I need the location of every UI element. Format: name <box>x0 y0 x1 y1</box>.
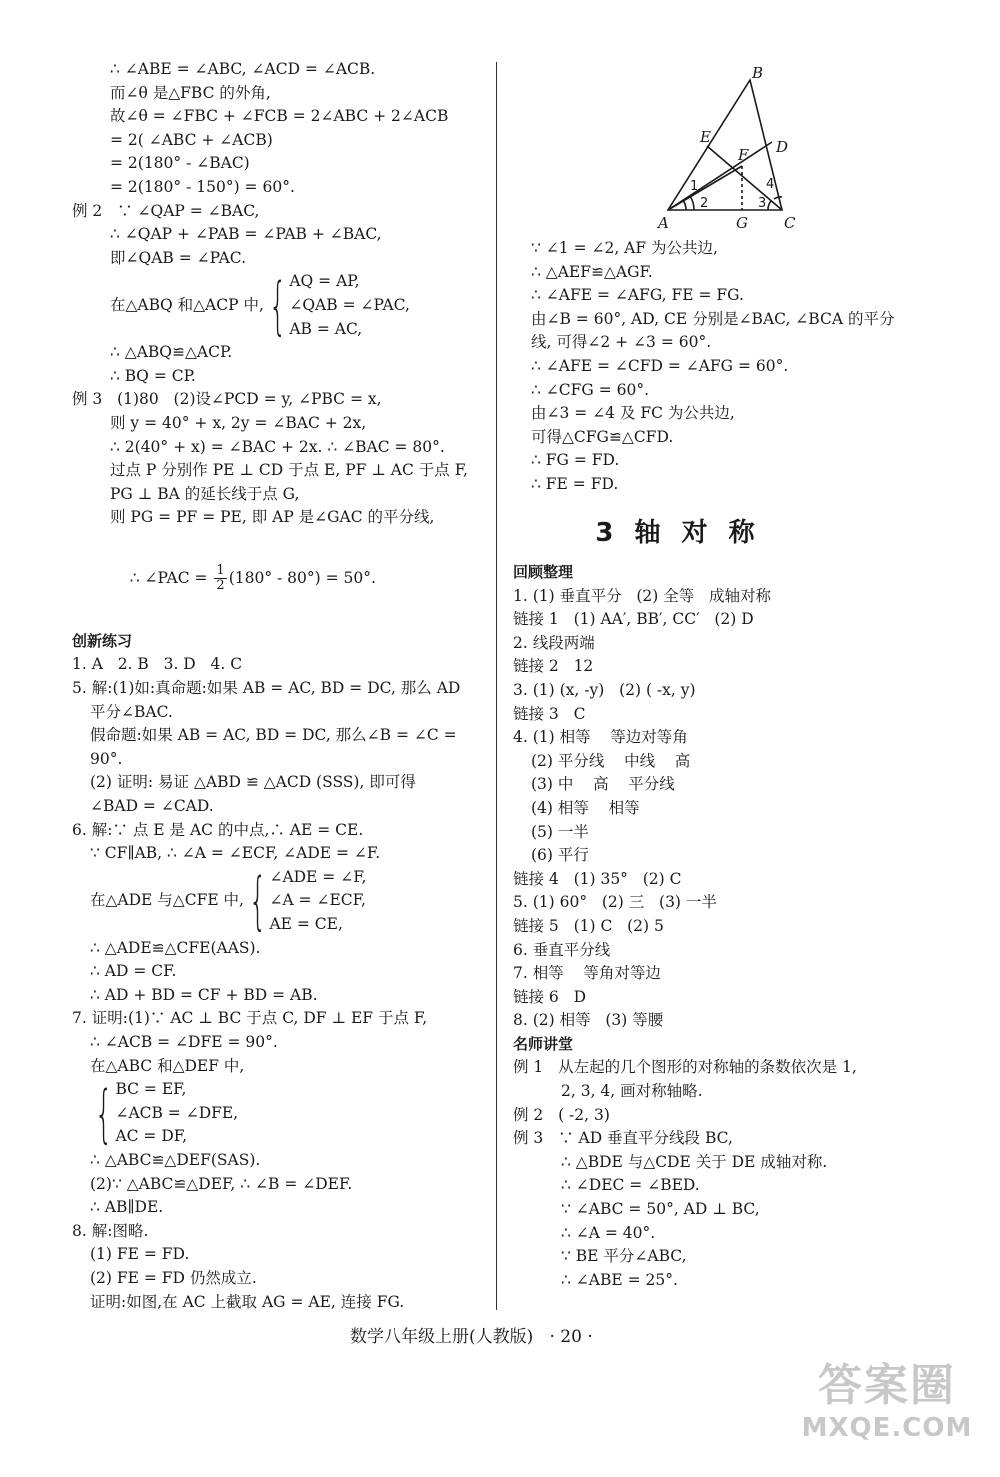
text-line: 而∠θ 是△FBC 的外角, <box>110 83 271 102</box>
text-line: ∴ ∠DEC = ∠BED. <box>561 1176 700 1195</box>
text-line: 8. 解:图略. <box>72 1221 149 1240</box>
text-line: 故∠θ = ∠FBC + ∠FCB = 2∠ABC + 2∠ACB <box>110 107 449 126</box>
angle-label-4: 4 <box>766 177 775 192</box>
fraction-numerator: 1 <box>216 563 225 579</box>
text-line: 5. (1) 60° (2) 三 (3) 一半 <box>513 893 717 912</box>
text-line: 链接 5 (1) C (2) 5 <box>513 916 664 935</box>
brace-line: ∠ACB = ∠DFE, <box>115 1103 239 1122</box>
section-heading: 创新练习 <box>72 631 133 650</box>
text-line: 链接 4 (1) 35° (2) C <box>513 869 682 888</box>
brace-lines <box>289 270 410 341</box>
fraction-denominator: 2 <box>216 578 225 594</box>
text-line: ∴ AB∥DE. <box>90 1198 164 1217</box>
label-g: G <box>736 214 748 232</box>
text-line: ∴ AD = CF. <box>90 962 177 981</box>
text-line: 90°. <box>90 749 123 768</box>
fraction <box>214 564 226 593</box>
page-footer: 数学八年级上册(人教版) · 20 · <box>350 1327 593 1347</box>
brace-lines <box>115 1078 238 1149</box>
text-line: 例 2 ∵ ∠QAP = ∠BAC, <box>72 201 260 220</box>
text-line: (2) FE = FD 仍然成立. <box>90 1268 257 1287</box>
text-line: 链接 2 12 <box>513 657 594 676</box>
column-divider <box>496 62 497 1310</box>
brace-system <box>72 866 482 937</box>
label-e: E <box>700 128 711 146</box>
angle-label-2: 2 <box>700 196 709 211</box>
angle-arc <box>683 200 686 210</box>
text-line: (2) 平分线 中线 高 <box>531 751 691 770</box>
label-b: B <box>752 64 764 82</box>
text-line: 在△ABC 和△DEF 中, <box>90 1056 245 1075</box>
triangle-figure <box>650 62 830 234</box>
text-line: ∴ △ABC≌△DEF(SAS). <box>90 1150 261 1169</box>
text-line: ∴ AD + BD = CF + BD = AB. <box>90 985 318 1004</box>
left-brace-icon: { <box>248 864 267 938</box>
brace-line: AE = CE, <box>269 915 343 933</box>
triangle-abc <box>668 80 782 210</box>
section-title: 3 轴 对 称 <box>595 518 761 548</box>
text-line: ∴ ∠ABE = ∠ABC, ∠ACD = ∠ACB. <box>110 60 376 78</box>
text-line: ∴ FE = FD. <box>531 474 619 493</box>
text-line: (3) 中 高 平分线 <box>531 775 675 794</box>
text-line: ∴ ∠ACB = ∠DFE = 90°. <box>90 1032 278 1051</box>
text-line: 6. 解:∵ 点 E 是 AC 的中点,∴ AE = CE. <box>72 820 364 839</box>
text-line: ∴ △ABQ≌△ACP. <box>110 343 233 362</box>
text-line: PG ⊥ BA 的延长线于点 G, <box>110 484 300 503</box>
text-line: = 2(180° - ∠BAC) <box>110 154 250 173</box>
text-line: 2. 线段两端 <box>513 633 595 652</box>
text-line: 即∠QAB = ∠PAC. <box>110 248 247 267</box>
text-line: (2)∵ △ABC≌△DEF, ∴ ∠B = ∠DEF. <box>90 1174 353 1193</box>
text-line: ∴ FG = FD. <box>531 451 620 470</box>
text-line: (5) 一半 <box>531 822 589 841</box>
text-line: 4. (1) 相等 等边对等角 <box>513 728 688 747</box>
left-brace-icon: { <box>94 1076 113 1150</box>
label-a: A <box>658 214 669 232</box>
text-line: 链接 3 C <box>513 704 586 723</box>
text-line: 可得△CFG≌△CFD. <box>531 427 674 446</box>
text-line: 链接 6 D <box>513 987 586 1006</box>
text-line: = 2( ∠ABC + ∠ACB) <box>110 130 273 149</box>
text-line: ∵ ∠ABC = 50°, AD ⊥ BC, <box>561 1200 760 1219</box>
text-line: 7. 证明:(1)∵ AC ⊥ BC 于点 C, DF ⊥ EF 于点 F, <box>72 1009 428 1028</box>
text-line: 1. (1) 垂直平分 (2) 全等 成轴对称 <box>513 586 772 605</box>
left-column <box>72 58 482 1314</box>
text-line: 7. 相等 等角对等边 <box>513 964 661 983</box>
text-line: 证明:如图,在 AC 上截取 AG = AE, 连接 FG. <box>90 1292 405 1311</box>
text-line: (4) 相等 相等 <box>531 798 640 817</box>
text-line: 链接 1 (1) AA′, BB′, CC′ (2) D <box>513 610 754 629</box>
angle-label-1: 1 <box>690 179 699 194</box>
brace-system <box>72 1078 482 1149</box>
text-line: ∵ CF∥AB, ∴ ∠A = ∠ECF, ∠ADE = ∠F. <box>90 844 381 863</box>
text-line: = 2(180° - 150°) = 60°. <box>110 177 295 196</box>
text-line: 3. (1) (x, -y) (2) ( -x, y) <box>513 680 696 699</box>
brace-system <box>72 270 482 341</box>
brace-lead: 在△ADE 与△CFE 中, <box>90 891 244 910</box>
text-line: ∴ ∠AFE = ∠CFD = ∠AFG = 60°. <box>531 356 789 375</box>
text-line: 由∠B = 60°, AD, CE 分别是∠BAC, ∠BCA 的平分 <box>531 309 895 328</box>
text-span: ∴ ∠PAC = <box>129 568 213 587</box>
text-line: 过点 P 分别作 PE ⊥ CD 于点 E, PF ⊥ AC 于点 F, <box>110 461 468 480</box>
text-line: 1. A 2. B 3. D 4. C <box>72 655 243 674</box>
watermark-text: 答案圈 <box>818 1360 956 1411</box>
brace-lead: 在△ABQ 和△ACP 中, <box>110 295 264 314</box>
text-line-fraction <box>72 530 482 626</box>
text-span: (180° - 80°) = 50°. <box>228 568 376 587</box>
text-line: ∴ △BDE 与△CDE 关于 DE 成轴对称. <box>561 1152 828 1171</box>
text-line: ∴ ∠A = 40°. <box>561 1223 656 1242</box>
text-line: ∴ △AEF≌△AGF. <box>531 262 653 281</box>
watermark-url: MXQE.COM <box>801 1413 973 1443</box>
brace-line: AB = AC, <box>289 319 363 338</box>
text-line: 例 3 ∵ AD 垂直平分线段 BC, <box>513 1129 733 1148</box>
brace-line: BC = EF, <box>115 1080 187 1099</box>
brace-line: ∠A = ∠ECF, <box>269 891 366 910</box>
text-line: ∴ ∠QAP + ∠PAB = ∠PAB + ∠BAC, <box>110 225 382 244</box>
text-line: ∵ ∠1 = ∠2, AF 为公共边, <box>531 239 718 257</box>
brace-line: AC = DF, <box>115 1127 188 1146</box>
watermark-logo <box>792 1349 982 1469</box>
text-line: 线, 可得∠2 + ∠3 = 60°. <box>531 333 712 352</box>
label-c: C <box>784 214 796 232</box>
text-line: ∴ △ADE≌△CFE(AAS). <box>90 938 261 957</box>
text-line: ∴ ∠AFE = ∠AFG, FE = FG. <box>531 286 744 305</box>
text-line: ∠BAD = ∠CAD. <box>90 797 214 816</box>
text-line: 5. 解:(1)如:真命题:如果 AB = AC, BD = DC, 那么 AD <box>72 679 461 698</box>
section-heading: 回顾整理 <box>513 563 574 581</box>
brace-line: ∠QAB = ∠PAC, <box>289 295 410 314</box>
text-line: 则 y = 40° + x, 2y = ∠BAC + 2x, <box>110 413 367 432</box>
right-column-upper <box>513 237 928 497</box>
brace-line: AQ = AP, <box>289 272 360 291</box>
text-line: 8. (2) 相等 (3) 等腰 <box>513 1011 664 1030</box>
text-line: 假命题:如果 AB = AC, BD = DC, 那么∠B = ∠C = <box>90 726 457 745</box>
angle-arc <box>774 197 782 199</box>
angle-arc <box>768 201 771 210</box>
text-line: 例 3 (1)80 (2)设∠PCD = y, ∠PBC = x, <box>72 390 382 409</box>
text-line: 例 2 ( -2, 3) <box>513 1105 610 1124</box>
text-line: 由∠3 = ∠4 及 FC 为公共边, <box>531 404 735 423</box>
label-d: D <box>776 138 789 156</box>
text-line: ∴ 2(40° + x) = ∠BAC + 2x. ∴ ∠BAC = 80°. <box>110 437 445 456</box>
brace-lines <box>269 866 366 937</box>
text-line: 6. 垂直平分线 <box>513 940 611 959</box>
text-line: 例 1 从左起的几个图形的对称轴的条数依次是 1, <box>513 1058 857 1077</box>
text-line: (2) 证明: 易证 △ABD ≌ △ACD (SSS), 即可得 <box>90 773 416 792</box>
angle-arc <box>690 196 694 210</box>
text-line: 则 PG = PF = PE, 即 AP 是∠GAC 的平分线, <box>110 508 435 527</box>
text-line: ∴ BQ = CP. <box>110 366 196 385</box>
text-line: ∴ ∠ABE = 25°. <box>561 1270 678 1289</box>
text-line: 2, 3, 4, 画对称轴略. <box>561 1082 703 1101</box>
label-f: F <box>738 146 749 164</box>
left-brace-icon: { <box>268 268 287 342</box>
text-line: (6) 平行 <box>531 846 589 865</box>
text-line: ∵ BE 平分∠ABC, <box>561 1247 687 1266</box>
text-line: 平分∠BAC. <box>90 702 173 721</box>
text-line: ∴ ∠CFG = 60°. <box>531 380 650 399</box>
section-heading: 名师讲堂 <box>513 1034 574 1053</box>
right-column-lower <box>513 561 933 1292</box>
angle-label-3: 3 <box>758 196 767 211</box>
brace-line: ∠ADE = ∠F, <box>269 867 367 886</box>
text-line: (1) FE = FD. <box>90 1245 190 1264</box>
